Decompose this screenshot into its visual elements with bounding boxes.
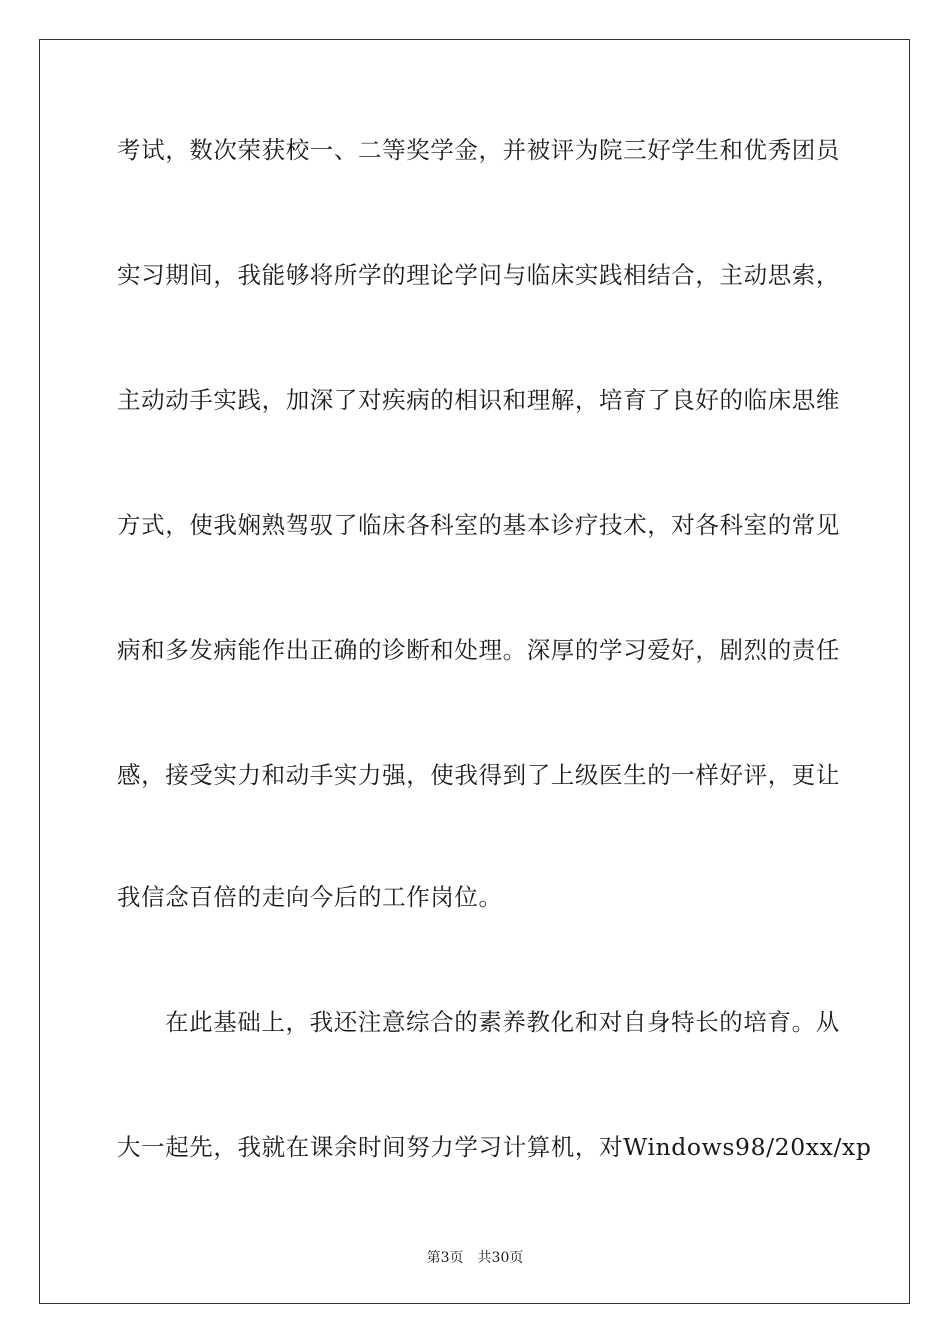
- body-text-line-1: 考试，数次荣获校一、二等奖学金，并被评为院三好学生和优秀团员: [117, 136, 840, 164]
- body-text-line-2: 实习期间，我能够将所学的理论学问与临床实践相结合，主动思索，: [117, 261, 840, 289]
- page-footer: [0, 1247, 950, 1267]
- body-text-line-5: 病和多发病能作出正确的诊断和处理。深厚的学习爱好，剧烈的责任: [117, 636, 840, 664]
- current-page-label: 第3页: [426, 1250, 464, 1266]
- body-text-line-7: 我信念百倍的走向今后的工作岗位。: [117, 883, 503, 911]
- body-text-line-4: 方式，使我娴熟驾驭了临床各科室的基本诊疗技术，对各科室的常见: [117, 511, 840, 539]
- total-pages-label: 共30页: [477, 1250, 524, 1266]
- paragraph-start-line: 在此基础上，我还注意综合的素养教化和对自身特长的培育。从: [165, 1008, 840, 1036]
- body-text-line-3: 主动动手实践，加深了对疾病的相识和理解，培育了良好的临床思维: [117, 386, 840, 414]
- body-text-line-9: 大一起先，我就在课余时间努力学习计算机，对Windows98/20xx/xp: [117, 1133, 872, 1161]
- body-text-line-6: 感，接受实力和动手实力强，使我得到了上级医生的一样好评，更让: [117, 761, 840, 789]
- page-border: [39, 39, 910, 1304]
